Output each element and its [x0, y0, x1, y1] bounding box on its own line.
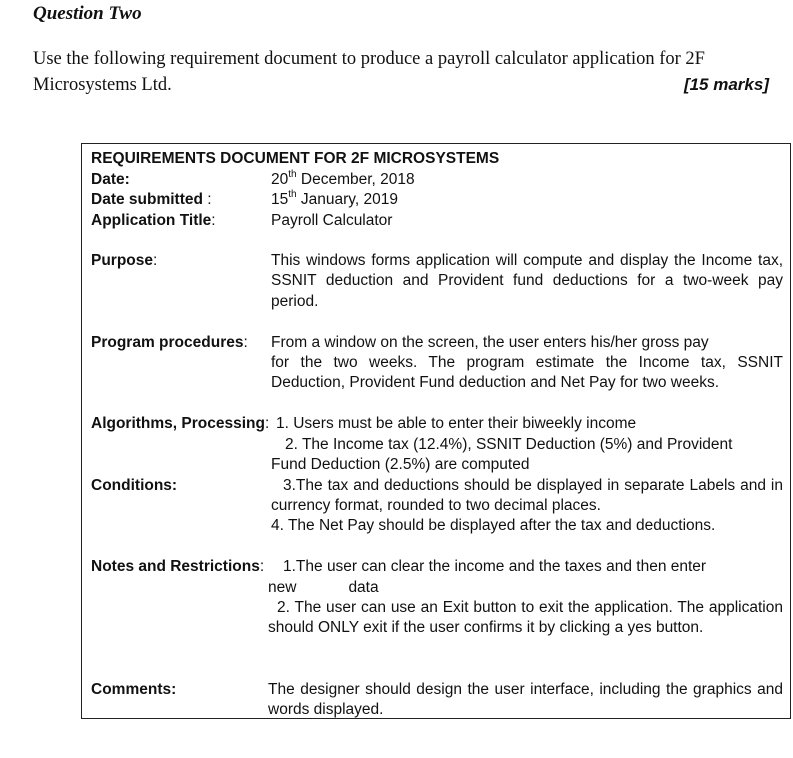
notes-restrictions-label: Notes and Restrictions: [91, 558, 265, 575]
purpose-label: Purpose: [91, 252, 158, 269]
application-title-value: Payroll Calculator [271, 212, 393, 229]
date-submitted-label: Date submitted : [91, 191, 212, 208]
algorithms-label: Algorithms, Processing: [91, 415, 270, 432]
question-text: Use the following requirement document to produce a payroll calculator application for 2F Microsystems Ltd. [33, 49, 705, 95]
question-text-block [33, 46, 775, 98]
program-procedures-label: Program procedures: [91, 334, 248, 351]
date-value: 20th December, 2018 [271, 168, 415, 188]
requirements-header: REQUIREMENTS DOCUMENT FOR 2F MICROSYSTEMS [91, 150, 500, 167]
algorithms-item-2b: Fund Deduction (2.5%) are computed [271, 456, 530, 473]
conditions-label: Conditions: [91, 477, 178, 494]
question-title: Question Two [33, 3, 142, 24]
application-title-label: Application Title: [91, 212, 216, 229]
comments-label: Comments: [91, 681, 177, 698]
question-marks: [15 marks] [683, 75, 769, 94]
comments-text: The designer should design the user interface, including the graphics and words displayed. [268, 681, 783, 719]
algorithms-item-1: 1. Users must be able to enter their biweekly income [276, 415, 637, 432]
conditions-item-4: 4. The Net Pay should be displayed after the tax and deductions. [271, 517, 716, 534]
notes-item-1b: new data [268, 579, 379, 596]
requirements-document-box [81, 143, 791, 719]
date-submitted-value: 15th January, 2019 [271, 188, 398, 208]
date-label: Date: [91, 171, 130, 188]
conditions-item-3: 3.The tax and deductions should be displayed in separate Labels and in currency format, rounded to two decimal places. [271, 477, 783, 515]
purpose-text: This windows forms application will compute and display the Income tax, SSNIT deduction and Provident fund deductions for a two-week pay period. [271, 252, 783, 310]
algorithms-item-2a: 2. The Income tax (12.4%), SSNIT Deduction (5%) and Provident [285, 436, 733, 453]
notes-item-2: 2. The user can use an Exit button to exit the application. The application should ONLY exit if the user confirms it by clicking a yes button. [268, 599, 783, 637]
program-procedures-text: for the two weeks. The program estimate the Income tax, SSNIT Deduction, Provident Fund deduction and Net Pay for two weeks. [271, 354, 783, 392]
notes-item-1a: 1.The user can clear the income and the taxes and then enter [283, 558, 707, 575]
program-procedures-line1: From a window on the screen, the user enters his/her gross pay [271, 334, 709, 351]
